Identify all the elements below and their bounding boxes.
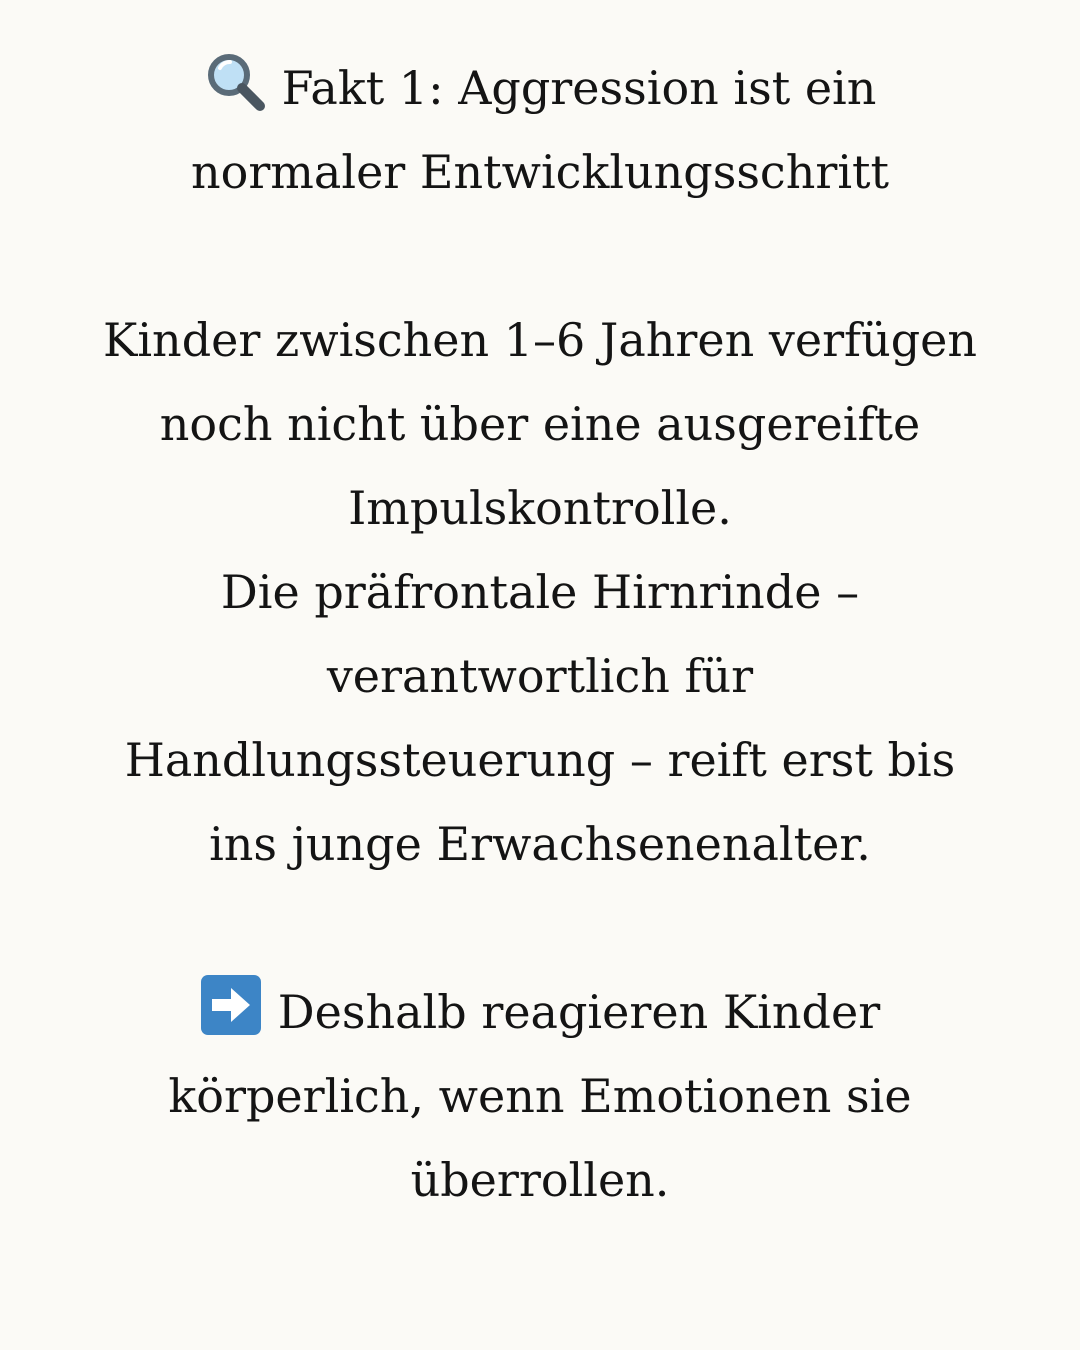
- right-arrow-icon: [200, 974, 262, 1036]
- conclusion-line-3: überrollen.: [410, 1153, 670, 1207]
- body-line-2: noch nicht über eine ausgereifte: [159, 397, 921, 451]
- body-line-5: verantwortlich für: [326, 649, 754, 703]
- body-line-6: Handlungssteuerung – reift erst bis: [124, 733, 956, 787]
- body-line-3: Impulskontrolle.: [348, 481, 732, 535]
- body-line-4: Die präfrontale Hirnrinde –: [220, 565, 860, 619]
- conclusion-line-1: [0, 970, 1080, 1054]
- conclusion-line-2: körperlich, wenn Emotionen sie: [168, 1069, 912, 1123]
- heading-line-2: normaler Entwicklungsschritt: [191, 145, 889, 199]
- body-line-7: ins junge Erwachsenenalter.: [209, 817, 871, 871]
- fact-conclusion: [0, 970, 1080, 1222]
- fact-body: [0, 298, 1080, 886]
- body-line-1: Kinder zwischen 1–6 Jahren verfügen: [102, 313, 978, 367]
- magnifying-glass-icon: [204, 50, 266, 112]
- heading-line-1: [0, 46, 1080, 130]
- fact-heading: [0, 46, 1080, 214]
- conclusion-text-1: Deshalb reagieren Kinder: [277, 985, 881, 1039]
- heading-text-1: Fakt 1: Aggression ist ein: [281, 61, 877, 115]
